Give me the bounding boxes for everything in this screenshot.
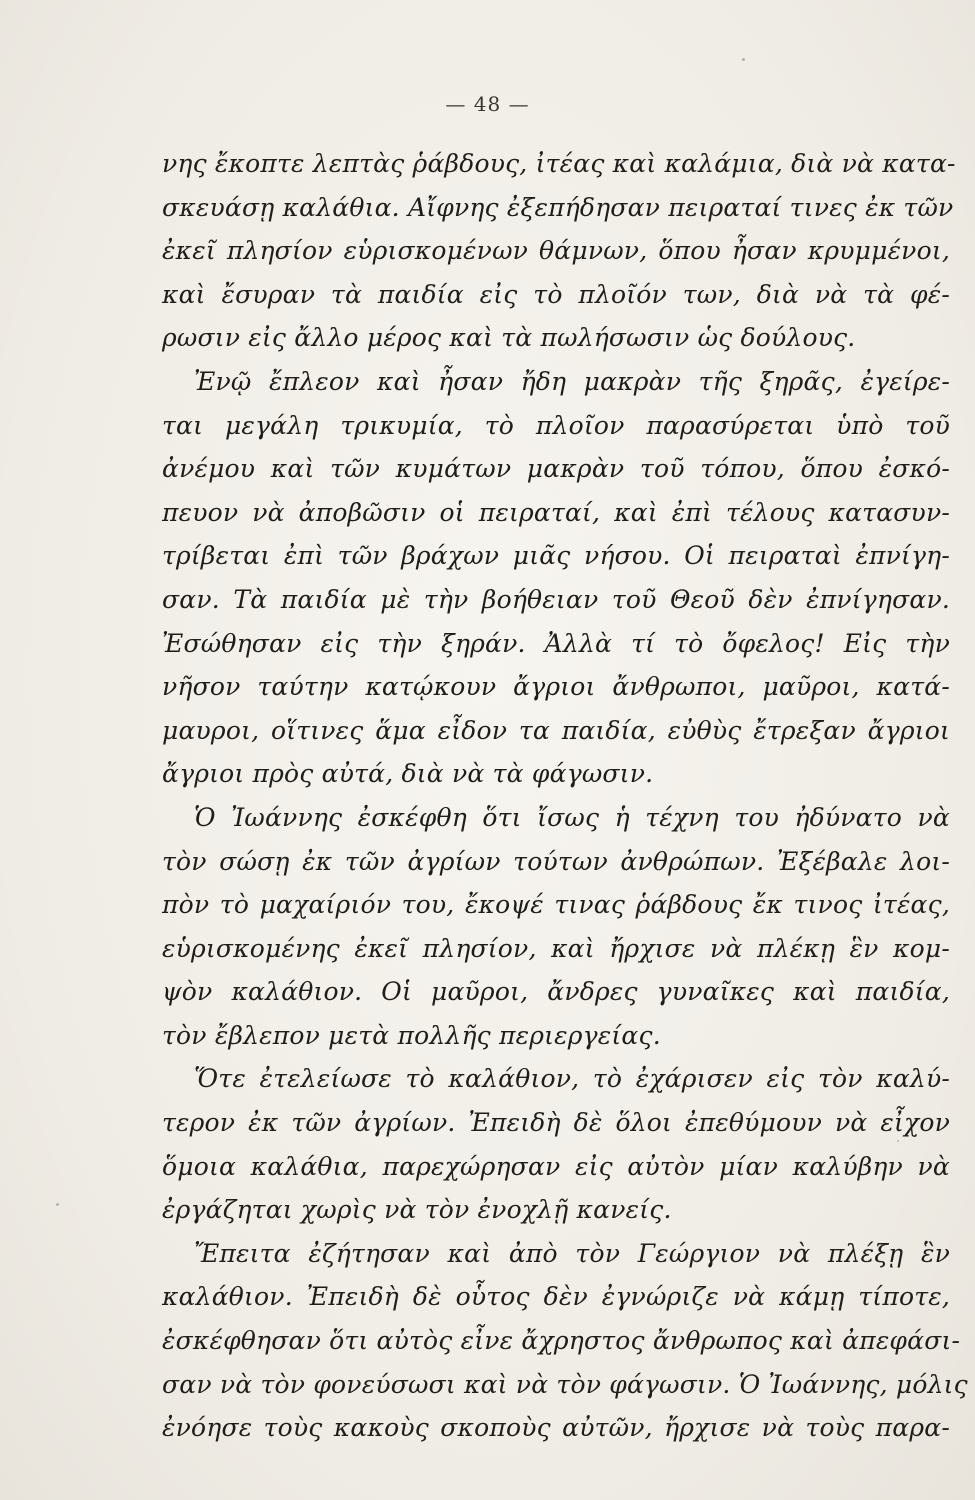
text-line: τρίβεται ἐπὶ τῶν βράχων μιᾶς νήσου. Οἱ πειραταὶ ἐπνίγη- [162, 541, 950, 571]
text-line: τὸν σώσῃ ἐκ τῶν ἀγρίων τούτων ἀνθρώπων. Ἐξέβαλε λοι- [162, 846, 950, 876]
paper-speck [897, 1140, 899, 1142]
text-line: νῆσον ταύτην κατῴκουν ἄγριοι ἄνθρωποι, μαῦροι, κατά- [162, 672, 950, 702]
text-line: τερον ἐκ τῶν ἀγρίων. Ἐπειδὴ δὲ ὅλοι ἐπεθύμουν νὰ εἶχον [162, 1108, 950, 1138]
text-line: τὸν ἔβλεπον μετὰ πολλῆς περιεργείας. [162, 1020, 661, 1050]
text-line: Ἔπειτα ἐζήτησαν καὶ ἀπὸ τὸν Γεώργιον νὰ πλέξῃ ἓν [194, 1238, 950, 1268]
text-line: σαν. Τὰ παιδία μὲ τὴν βοήθειαν τοῦ Θεοῦ δὲν ἐπνίγησαν. [162, 584, 950, 614]
text-line: ρωσιν εἰς ἄλλο μέρος καὶ τὰ πωλήσωσιν ὡς δούλους. [162, 323, 856, 353]
text-line: καὶ ἔσυραν τὰ παιδία εἰς τὸ πλοῖόν των, διὰ νὰ τὰ φέ- [162, 279, 950, 309]
text-line: ἐνόησε τοὺς κακοὺς σκοποὺς αὐτῶν, ἤρχισε νὰ τοὺς παρα- [162, 1413, 950, 1443]
text-line: ἀνέμου καὶ τῶν κυμάτων μακρὰν τοῦ τόπου, ὅπου ἐσκό- [162, 454, 950, 484]
text-line: νης ἔκοπτε λεπτὰς ῥάβδους, ἰτέας καὶ καλάμια, διὰ νὰ κατα- [162, 149, 956, 178]
text-line: Ἐσώθησαν εἰς τὴν ξηράν. Ἀλλὰ τί τὸ ὄφελος! Εἰς τὴν [162, 628, 950, 658]
paper-speck [742, 58, 745, 61]
text-line: εὑρισκομένης ἐκεῖ πλησίον, καὶ ἤρχισε νὰ πλέκῃ ἓν κομ- [162, 933, 950, 963]
text-line: ἐργάζηται χωρὶς νὰ τὸν ἐνοχλῇ κανείς. [162, 1195, 672, 1225]
text-line: ται μεγάλη τρικυμία, τὸ πλοῖον παρασύρεται ὑπὸ τοῦ [162, 410, 950, 440]
text-line: ψὸν καλάθιον. Οἱ μαῦροι, ἄνδρες γυναῖκες καὶ παιδία, [162, 977, 950, 1007]
text-line: πὸν τὸ μαχαίριόν του, ἔκοψέ τινας ῥάβδους ἔκ τινος ἰτέας, [162, 890, 950, 920]
text-line: ἐκεῖ πλησίον εὑρισκομένων θάμνων, ὅπου ἦσαν κρυμμένοι, [162, 236, 950, 266]
body-text [162, 142, 968, 1450]
text-line: καλάθιον. Ἐπειδὴ δὲ οὗτος δὲν ἐγνώριζε νὰ κάμῃ τίποτε, [162, 1282, 950, 1312]
text-line: σκευάσῃ καλάθια. Αἴφνης ἐξεπήδησαν πειραταί τινες ἐκ τῶν [162, 192, 954, 222]
text-line: Ὅτε ἐτελείωσε τὸ καλάθιον, τὸ ἐχάρισεν εἰς τὸν καλύ- [194, 1064, 950, 1094]
text-line: Ὁ Ἰωάννης ἐσκέφθη ὅτι ἴσως ἡ τέχνη του ἠδύνατο νὰ [194, 802, 950, 832]
page-number: — 48 — [445, 92, 530, 116]
text-line: Ἐνῷ ἔπλεον καὶ ἦσαν ἤδη μακρὰν τῆς ξηρᾶς, ἐγείρε- [194, 366, 950, 396]
text-line: ἐσκέφθησαν ὅτι αὐτὸς εἶνε ἄχρηστος ἄνθρωπος καὶ ἀπεφάσι- [162, 1326, 961, 1356]
text-line: ἄγριοι πρὸς αὐτά, διὰ νὰ τὰ φάγωσιν. [162, 759, 654, 789]
text-line: ὅμοια καλάθια, παρεχώρησαν εἰς αὐτὸν μίαν καλύβην νὰ [162, 1151, 950, 1181]
text-line: πευον νὰ ἀποβῶσιν οἱ πειραταί, καὶ ἐπὶ τέλους κατασυν- [162, 497, 950, 527]
text-line: σαν νὰ τὸν φονεύσωσι καὶ νὰ τὸν φάγωσιν. Ὁ Ἰωάννης, μόλις [162, 1369, 968, 1399]
paper-speck [56, 1203, 59, 1206]
text-line: μαυροι, οἵτινες ἅμα εἶδον τα παιδία, εὐθὺς ἔτρεξαν ἄγριοι [162, 715, 950, 745]
